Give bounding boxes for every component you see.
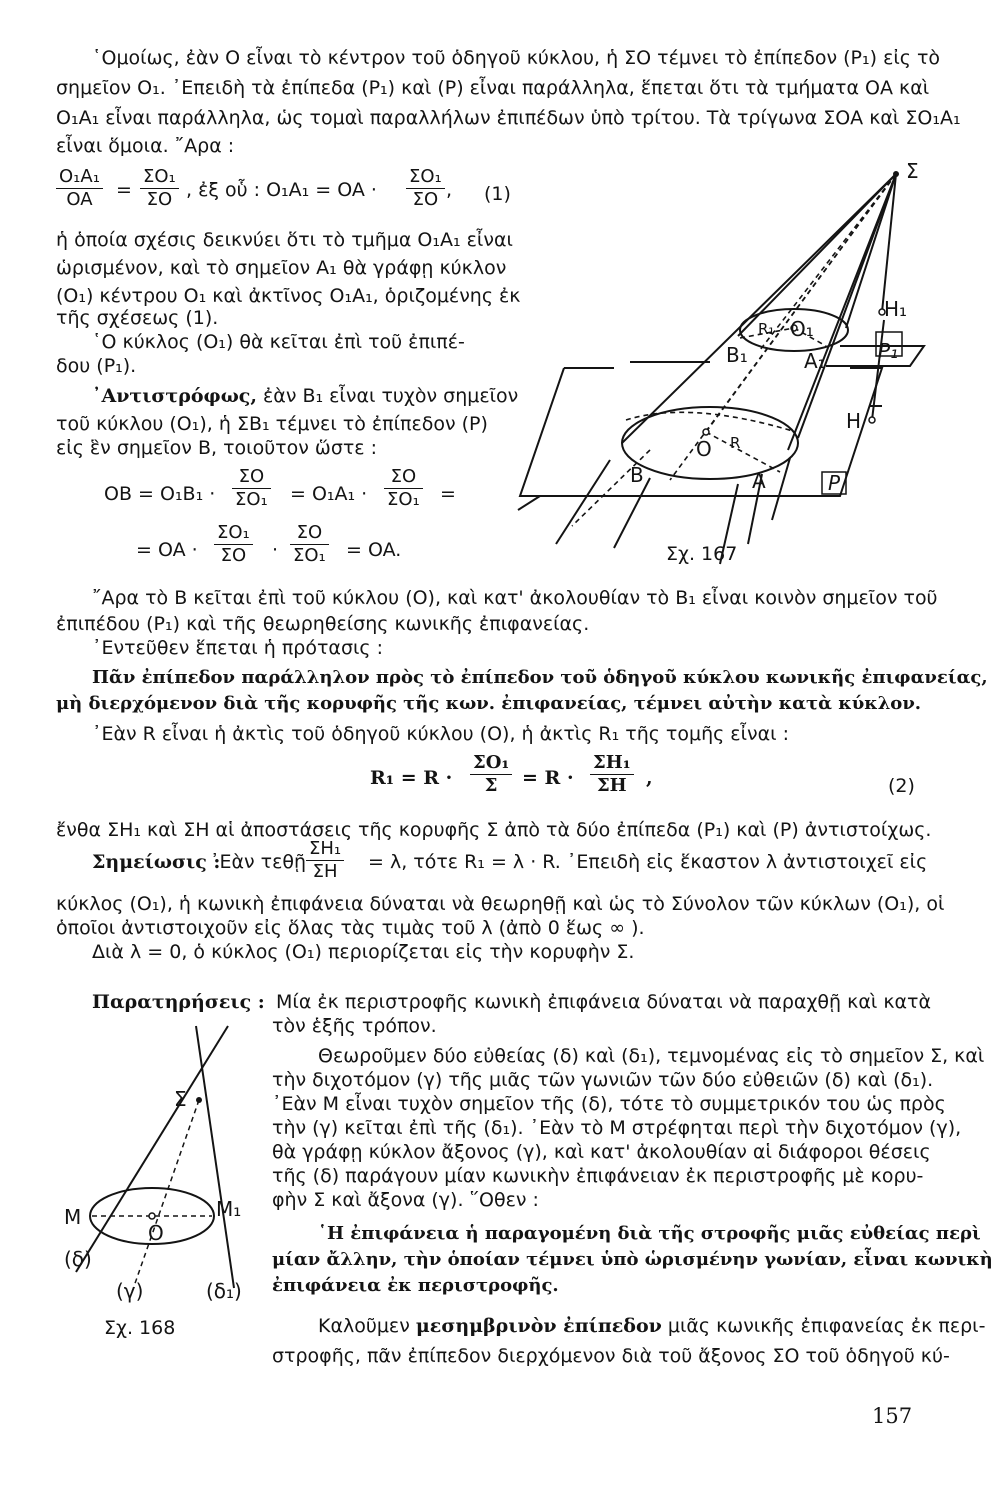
hidden-generator [760,174,896,350]
fraction [306,838,344,883]
ray-line [556,460,610,544]
text-line: (O₁) κέντρου O₁ καὶ ἀκτῖνος O₁A₁, ὁριζομένης ἐκ [56,285,521,307]
text-line: ῾Ο κύκλος (O₁) θὰ κεῖται ἐπὶ τοῦ ἐπιπέ- [92,331,465,353]
label-o: O [696,437,712,461]
generator-line [798,174,899,438]
text-line [92,384,518,408]
denominator: ΣO₁ [293,545,326,566]
label-a: A [752,469,766,493]
label-o1: O₁ [790,317,814,341]
fraction [140,166,179,211]
text-line: τοῦ κύκλου (O₁), ἡ ΣB₁ τέμνει τὸ ἐπίπεδον (P) [56,413,488,435]
denominator: OA [66,189,93,210]
center-o-point [703,429,709,435]
text-line: φὴν Σ καὶ ἄξονα (γ). ῞Οθεν : [272,1189,539,1211]
numerator: ΣO₁ [470,752,512,775]
note-lead: Σημείωσις : [92,851,221,873]
fraction [590,752,634,797]
equation-text: , [646,767,653,789]
text-line: ῎Αρα τὸ B κεῖται ἐπὶ τοῦ κύκλου (O), καὶ κατ' ἀκολουθίαν τὸ B₁ εἶναι κοινὸν σημεῖον τοῦ [92,587,938,609]
vertex-point [893,171,899,177]
numerator: O₁A₁ [56,166,103,189]
page-number: 157 [872,1404,913,1428]
text-line: εἰς ἓν σημεῖον B, τοιοῦτον ὥστε : [56,437,378,459]
numerator: ΣH₁ [590,752,634,775]
text-line: στροφῆς, πᾶν ἐπίπεδον διερχόμενον διὰ τοῦ ἄξονος ΣΟ τοῦ ὁδηγοῦ κύ- [272,1345,950,1367]
equals-sign: = [116,179,132,201]
numerator: ΣO [290,522,329,545]
text-span: μιᾶς κωνικῆς ἐπιφανείας ἐκ περι- [661,1315,986,1337]
numerator: ΣH₁ [306,838,344,861]
label-a1: A₁ [804,349,826,373]
hidden-line [572,450,650,526]
text-line: ἡ ὁποία σχέσις δεικνύει ὅτι τὸ τμῆμα O₁A₁ εἶναι [56,229,513,251]
denominator: ΣH [596,775,627,796]
figure-caption: Σχ. 167 [666,543,738,565]
text-line: εἶναι ὅμοια. ῎Αρα : [56,135,235,157]
equation-label: (1) [484,183,511,205]
denominator: ΣO [220,545,247,566]
text-line: ἔνθα ΣH₁ καὶ ΣH αἱ ἀποστάσεις τῆς κορυφῆς Σ ἀπὸ τὰ δύο ἐπίπεδα (P₁) καὶ (P) ἀντιστοίχως. [56,819,932,841]
label-h1: H₁ [884,297,908,321]
text-line: Θεωροῦμεν δύο εὐθείας (δ) καὶ (δ₁), τεμνομένας εἰς τὸ σημεῖον Σ, καὶ [318,1045,985,1067]
label-sigma: Σ [906,159,919,183]
numerator: ΣO₁ [406,166,445,189]
theorem-line: ῾Η ἐπιφάνεια ἡ παραγομένη διὰ τῆς στροφῆς μιᾶς εὐθείας περὶ [318,1223,981,1244]
theorem-line: Πᾶν ἐπίπεδον παράλληλον πρὸς τὸ ἐπίπεδον τοῦ ὁδηγοῦ κύκλου κωνικῆς ἐπιφανείας, [92,667,988,688]
fraction [56,166,103,211]
ray-line [614,478,650,548]
text-span: ἐὰν B₁ εἶναι τυχὸν σημεῖον [256,385,519,407]
radius-r [706,432,780,472]
equation-text: = [440,483,456,505]
plane-p1-edge [826,346,924,366]
label-h: H [846,409,862,433]
numerator: ΣO₁ [140,166,179,189]
center-point [149,1213,155,1219]
equation-text: = OA. [346,539,402,561]
text-span: ᾿Εὰν τεθῇ [210,851,307,873]
numerator: ΣO₁ [214,522,253,545]
label-m1: M₁ [216,1197,242,1221]
fraction [232,466,271,511]
denominator: ΣO₁ [387,489,420,510]
text-line: τὸν ἑξῆς τρόπον. [272,1015,437,1037]
text-line: ᾿Εντεῦθεν ἕπεται ἡ πρότασις : [92,637,384,659]
equation-label: (2) [888,775,915,797]
text-line: τὴν (γ) κεῖται ἐπὶ τῆς (δ₁). ᾿Εὰν τὸ M στρέφηται περὶ τὴν διχοτόμον (γ), [272,1117,962,1139]
text-line: ὁποῖοι ἀντιστοιχοῦν εἰς ὅλας τὰς τιμὰς τοῦ λ (ἀπὸ 0 ἕως ∞ ). [56,917,645,939]
text-line: ᾿Εὰν R εἶναι ἡ ἀκτὶς τοῦ ὁδηγοῦ κύκλου (O), ἡ ἀκτὶς R₁ τῆς τομῆς εἶναι : [92,723,790,745]
text-line: ᾿Εὰν M εἶναι τυχὸν σημεῖον τῆς (δ), τότε τὸ συμμετρικόν του ὡς πρὸς [272,1093,946,1115]
denominator: ΣO₁ [235,489,268,510]
text-line: Μία ἐκ περιστροφῆς κωνικὴ ἐπιφάνεια δύναται νὰ παραχθῇ καὶ κατὰ [276,991,931,1013]
fraction [470,752,512,797]
text-line: ἐπιπέδου (P₁) καὶ τῆς θεωρηθείσης κωνικῆς ἐπιφανείας. [56,613,590,635]
label-p: P [828,471,841,495]
equation-text: · [272,539,279,561]
fraction [384,466,423,511]
text-line: κύκλος (O₁), ἡ κωνικὴ ἐπιφάνεια δύναται νὰ θεωρηθῇ καὶ ὡς τὸ Σύνολον τῶν κύκλων (O₁), οἱ [56,893,945,915]
text-line: σημεῖον O₁. ᾿Επειδὴ τὰ ἐπίπεδα (P₁) καὶ (P) εἶναι παράλληλα, ἕπεται ὅτι τὰ τμήματα ΟΑ καὶ [56,77,930,99]
fraction [406,166,445,211]
text-line: ὡρισμένον, καὶ τὸ σημεῖον A₁ θὰ γράφῃ κύκλον [56,257,507,279]
equation-text: = R · [522,767,574,789]
label-b: B [630,463,644,487]
equation-text: OB = O₁B₁ · [104,483,216,505]
label-delta: (δ) [64,1247,92,1271]
bold-lead: ᾿Αντιστρόφως, [92,385,257,407]
label-sigma: Σ [174,1087,187,1111]
label-m: M [64,1205,82,1229]
text-line: O₁A₁ εἶναι παράλληλα, ὡς τομαὶ παραλλήλων ἐπιπέδων ὑπὸ τρίτου. Τὰ τρίγωνα ΣΟΑ καὶ ΣΟ₁Α₁ [56,107,961,129]
generator-line [622,174,899,443]
numerator: ΣO [384,466,423,489]
label-r: R [730,434,741,452]
theorem-line: ἐπιφάνεια ἐκ περιστροφῆς. [272,1275,559,1296]
label-b1: B₁ [726,343,748,367]
vertex-point [196,1097,202,1103]
denominator: Σ [484,775,498,796]
label-r1: R₁ [758,320,775,338]
figure-167 [510,150,950,570]
text-span: Καλοῦμεν [318,1315,410,1337]
equation-text: , [446,179,453,201]
text-span: = λ, τότε R₁ = λ · R. ᾿Επειδὴ εἰς ἕκαστον λ ἀντιστοιχεῖ εἰς [368,851,928,873]
remarks-lead: Παρατηρήσεις : [92,991,265,1013]
theorem-line: μὴ διερχόμενον διὰ τῆς κορυφῆς τῆς κων. ἐπιφανείας, τέμνει αὐτὴν κατὰ κύκλον. [56,693,922,714]
text-line: τῆς σχέσεως (1). [56,307,219,329]
point-h [869,417,875,423]
bold-term: μεσημβρινὸν ἐπίπεδον [415,1315,662,1337]
text-line: δου (P₁). [56,355,137,377]
label-p1: P₁ [878,339,899,363]
equation-text: = O₁A₁ · [290,483,368,505]
text-line: θὰ γράφῃ κύκλον ἄξονος (γ), καὶ κατ' ἀκολουθίαν αἱ διάφοροι θέσεις [272,1141,931,1163]
fraction [214,522,253,567]
ray-line [518,496,540,510]
line-delta1 [196,1026,234,1288]
denominator: ΣO [412,189,439,210]
equation-text: = OA · [136,539,198,561]
figure-168 [56,1020,270,1310]
text-line: τῆς (δ) παράγουν μίαν κωνικὴν ἐπιφάνειαν ἐκ περιστροφῆς μὲ κορυ- [272,1165,924,1187]
equation-text: , ἐξ οὗ : O₁A₁ = OA · [186,179,377,201]
label-o: O [148,1221,164,1245]
label-delta1: (δ₁) [206,1279,242,1303]
fraction [290,522,329,567]
text-line [318,1314,985,1338]
denominator: ΣO [146,189,173,210]
label-gamma: (γ) [116,1279,144,1303]
figure-caption: Σχ. 168 [104,1317,176,1339]
numerator: ΣO [232,466,271,489]
text-line: Διὰ λ = 0, ὁ κύκλος (O₁) περιορίζεται εἰς τὴν κορυφὴν Σ. [92,941,635,963]
text-line: ῾Ομοίως, ἐὰν O εἶναι τὸ κέντρον τοῦ ὁδηγοῦ κύκλου, ἡ ΣΟ τέμνει τὸ ἐπίπεδον (P₁) εἰς τὸ [92,47,941,69]
text-line: τὴν διχοτόμον (γ) τῆς μιᾶς τῶν γωνιῶν τῶν δύο εὐθειῶν (δ) καὶ (δ₁). [272,1069,934,1091]
theorem-line: μίαν ἄλλην, τὴν ὁποίαν τέμνει ὑπὸ ὡρισμένην γωνίαν, εἶναι κωνικὴ [272,1249,993,1270]
denominator: ΣH [312,861,338,882]
equation-text: R₁ = R · [370,767,453,789]
